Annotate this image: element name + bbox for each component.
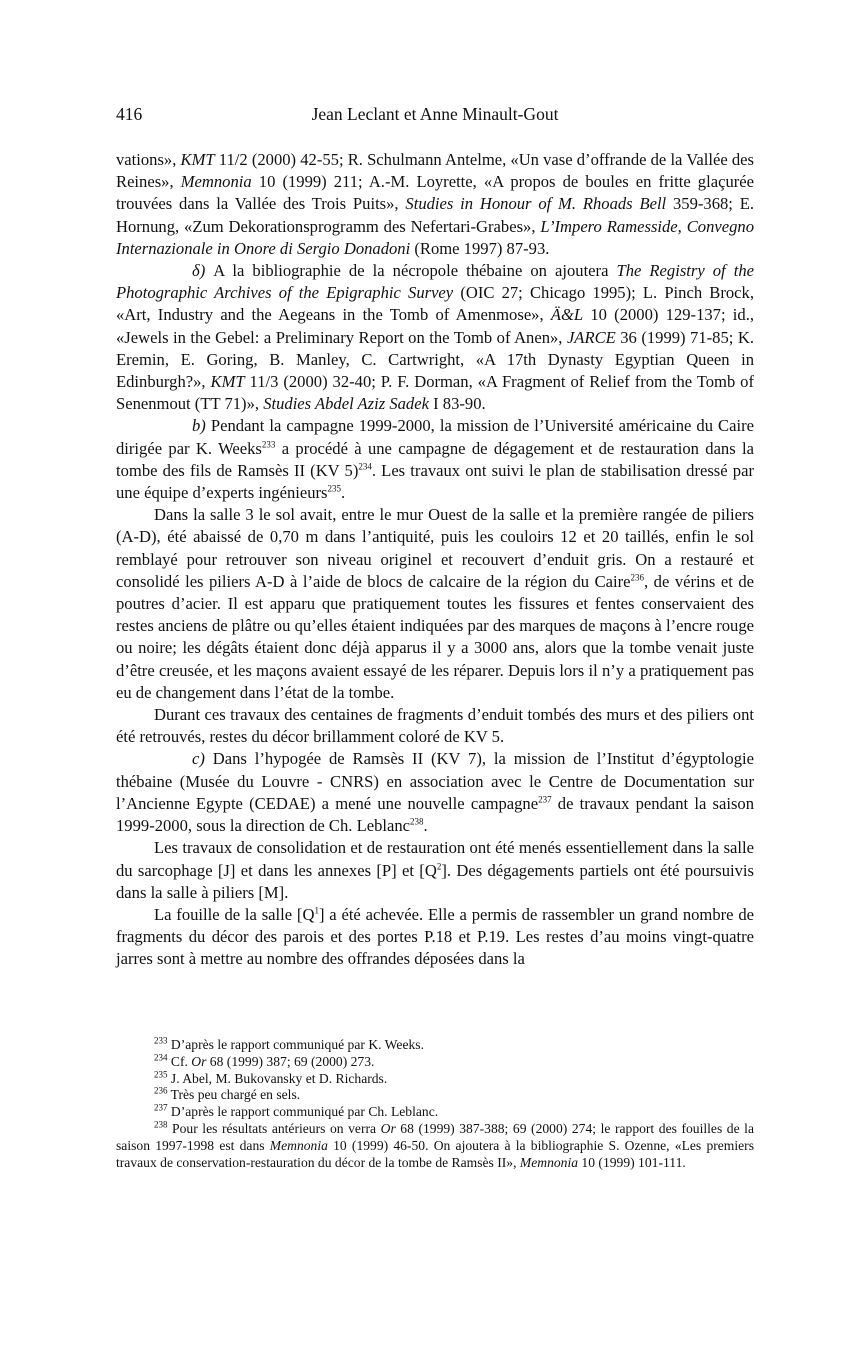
text-run: , de vérins et de poutres d’acier. Il est apparu que pratiquement toutes les fissures et fentes conservaient des restes anciens de plâtre ou qu’elles étaient indiquées par des marques de maçons à l’encre rouge ou noire; les dégâts étaient donc déjà apparus il y a 3000 ans, alors que la tombe venait juste d’être creusée, et les maçons avaient essayé de les réparer. Depuis lors il n’y a pratiquement pas eu de changement dans l’état de la tombe. bbox=[116, 571, 754, 702]
paragraph-continuation bbox=[116, 149, 754, 260]
journal-title: KMT bbox=[180, 150, 215, 169]
text-run: Cf. bbox=[167, 1053, 192, 1069]
text-run: a procédé à une campagne de dégagement et de restauration dans la tombe des fils de Ramsès II (KV 5) bbox=[116, 438, 754, 480]
journal-title: Ä&L bbox=[550, 305, 584, 325]
text-run: . bbox=[341, 483, 346, 503]
footnote-234 bbox=[116, 1054, 754, 1071]
book-title: Studies Abdel Aziz Sadek bbox=[263, 394, 429, 414]
text-run: Durant ces travaux des centaines de fragments d’enduit tombés des murs et des piliers ont été retrouvés, restes du décor brillamment coloré de KV 5. bbox=[116, 705, 754, 747]
footnote-ref: 234 bbox=[358, 461, 372, 472]
text-run: 359-368; E. Hornung, «Zum Dekorationsprogramm des Nefertari-Grabes», bbox=[116, 194, 755, 236]
footnote-number: 237 bbox=[154, 1102, 168, 1113]
text-run: . bbox=[423, 816, 428, 836]
text-run: 10 (1999) 211; A.-M. Loyrette, «A propos de boules en fritte glaçurée trouvées dans la Vallée des Trois Puits», bbox=[116, 172, 754, 214]
paragraph bbox=[116, 837, 754, 904]
paragraph bbox=[116, 504, 754, 704]
footnote-ref: 233 bbox=[261, 439, 276, 450]
text-run: 36 (1999) 71-85; K. Eremin, E. Goring, B. Manley, C. Cartwright, «A 17th Dynasty Egyptian Queen in Edinburgh?», bbox=[116, 327, 754, 392]
paragraph-b bbox=[116, 415, 754, 504]
text-run: 68 (1999) 387-388; 69 (2000) 274; le rapport des fouilles de la saison 1997-1998 est dans bbox=[116, 1120, 754, 1153]
paragraph bbox=[116, 904, 754, 971]
text-run: ]. Des dégagements partiels ont été poursuivis dans la salle à piliers [M]. bbox=[116, 860, 754, 902]
section-marker: c) bbox=[192, 749, 205, 769]
running-title: Jean Leclant et Anne Minault-Gout bbox=[311, 104, 559, 124]
text-run: de travaux pendant la saison 1999-2000, sous la direction de Ch. Leblanc bbox=[116, 793, 754, 836]
text-run: D’après le rapport communiqué par Ch. Leblanc. bbox=[167, 1104, 439, 1120]
footnote-233 bbox=[116, 1037, 754, 1054]
running-head bbox=[116, 104, 754, 128]
paragraph-delta bbox=[116, 260, 754, 415]
journal-title: Memnonia bbox=[269, 1137, 328, 1153]
text-run: 11/3 (2000) 32-40; P. F. Dorman, «A Fragment of Relief from the Tomb of Senenmout (TT 71)», bbox=[116, 372, 754, 414]
section-marker: δ) bbox=[192, 261, 206, 281]
text-run: I 83-90. bbox=[428, 394, 486, 414]
footnote-ref: 238 bbox=[410, 816, 424, 827]
text-run: La fouille de la salle [Q bbox=[154, 904, 315, 924]
paragraph-c bbox=[116, 748, 754, 837]
text-run: D’après le rapport communiqué par K. Weeks. bbox=[167, 1037, 424, 1052]
page-number: 416 bbox=[116, 104, 143, 124]
text-run: 11/2 (2000) 42-55; R. Schulmann Antelme, «Un vase d’offrande de la Vallée des Reines», bbox=[116, 150, 754, 192]
journal-title: Memnonia bbox=[519, 1154, 579, 1170]
superscript: 2 bbox=[436, 860, 442, 871]
footnote-ref: 237 bbox=[538, 794, 552, 805]
text-run: ] a été achevée. Elle a permis de rassembler un grand nombre de fragments du décor des parois et des portes P.18 et P.19. Les restes d’au moins vingt-quatre jarres sont à mettre au nombre des offrandes déposées dans la bbox=[116, 904, 754, 969]
text-run: (OIC 27; Chicago 1995); L. Pinch Brock, «Art, Industry and the Aegeans in the Tomb of Amenmose», bbox=[116, 283, 754, 325]
journal-title: Memnonia bbox=[180, 172, 252, 192]
text-run: A la bibliographie de la nécropole thébaine on ajoutera bbox=[205, 261, 617, 281]
footnote-number: 234 bbox=[154, 1052, 168, 1063]
body-text bbox=[116, 149, 754, 971]
text-run: 10 (2000) 129-137; id., «Jewels in the Gebel: a Preliminary Report on the Tomb of Anen», bbox=[116, 305, 754, 347]
text-run: 10 (1999) 46-50. On ajoutera à la bibliographie S. Ozenne, «Les premiers travaux de conservation-restauration du décor de la tombe de Ramsès II», bbox=[116, 1137, 754, 1170]
footnote-237 bbox=[116, 1104, 754, 1121]
text-run: Dans la salle 3 le sol avait, entre le mur Ouest de la salle et la première rangée de piliers (A-D), été abaissé de 0,70 m dans l’antiquité, puis les couloirs 12 et 20 taillés, enfin le sol remblayé pour retrouver son niveau originel et recouvert d’enduit gris. On a restauré et consolidé les piliers A-D à l’aide de blocs de calcaire de la région du Caire bbox=[116, 505, 754, 591]
text-run: Les travaux de consolidation et de restauration ont été menés essentiellement dans la salle du sarcophage [J] et dans les annexes [P] et [Q bbox=[116, 838, 754, 880]
book-title: Studies in Honour of M. Rhoads Bell bbox=[405, 194, 667, 214]
footnote-236 bbox=[116, 1087, 754, 1104]
text-run: vations», bbox=[116, 150, 181, 169]
journal-title: KMT bbox=[210, 372, 245, 392]
footnote-ref: 235 bbox=[327, 483, 341, 494]
text-run: Dans l’hypogée de Ramsès II (KV 7), la mission de l’Institut d’égyptologie thébaine (Musée du Louvre - CNRS) en association avec le Centre de Documentation sur l’Ancienne Egypte (CEDAE) a mené une nouvelle campagne bbox=[116, 749, 754, 813]
book-title: The Registry of the Photographic Archives of the Epigraphic Survey bbox=[116, 261, 754, 303]
text-run: (Rome 1997) 87-93. bbox=[410, 238, 550, 258]
footnote-235 bbox=[116, 1071, 754, 1088]
book-title: L’Impero Ramesside, Convegno Internazionale in Onore di Sergio Donadoni bbox=[116, 216, 754, 258]
footnotes bbox=[116, 1037, 754, 1171]
footnote-number: 235 bbox=[154, 1069, 168, 1080]
footnote-number: 233 bbox=[154, 1035, 168, 1046]
footnote-number: 236 bbox=[154, 1085, 168, 1096]
text-run: J. Abel, M. Bukovansky et D. Richards. bbox=[167, 1070, 388, 1086]
journal-title: Or bbox=[191, 1053, 207, 1069]
text-run: Pendant la campagne 1999-2000, la mission de l’Université américaine du Caire dirigée par K. Weeks bbox=[116, 416, 754, 458]
superscript: 1 bbox=[314, 905, 319, 916]
footnote-number: 238 bbox=[154, 1119, 168, 1130]
footnote-238 bbox=[116, 1121, 754, 1171]
section-marker: b) bbox=[192, 416, 206, 436]
text-run: . Les travaux ont suivi le plan de stabilisation dressé par une équipe d’experts ingénieurs bbox=[116, 460, 754, 503]
text-run: Pour les résultats antérieurs on verra bbox=[167, 1120, 381, 1136]
text-run: 68 (1999) 387; 69 (2000) 273. bbox=[206, 1053, 375, 1069]
journal-title: JARCE bbox=[566, 327, 616, 347]
paragraph bbox=[116, 704, 754, 748]
text-run: Très peu chargé en sels. bbox=[167, 1087, 301, 1103]
text-run: 10 (1999) 101-111. bbox=[578, 1154, 686, 1170]
footnote-ref: 236 bbox=[630, 572, 645, 583]
journal-title: Or bbox=[380, 1120, 396, 1136]
